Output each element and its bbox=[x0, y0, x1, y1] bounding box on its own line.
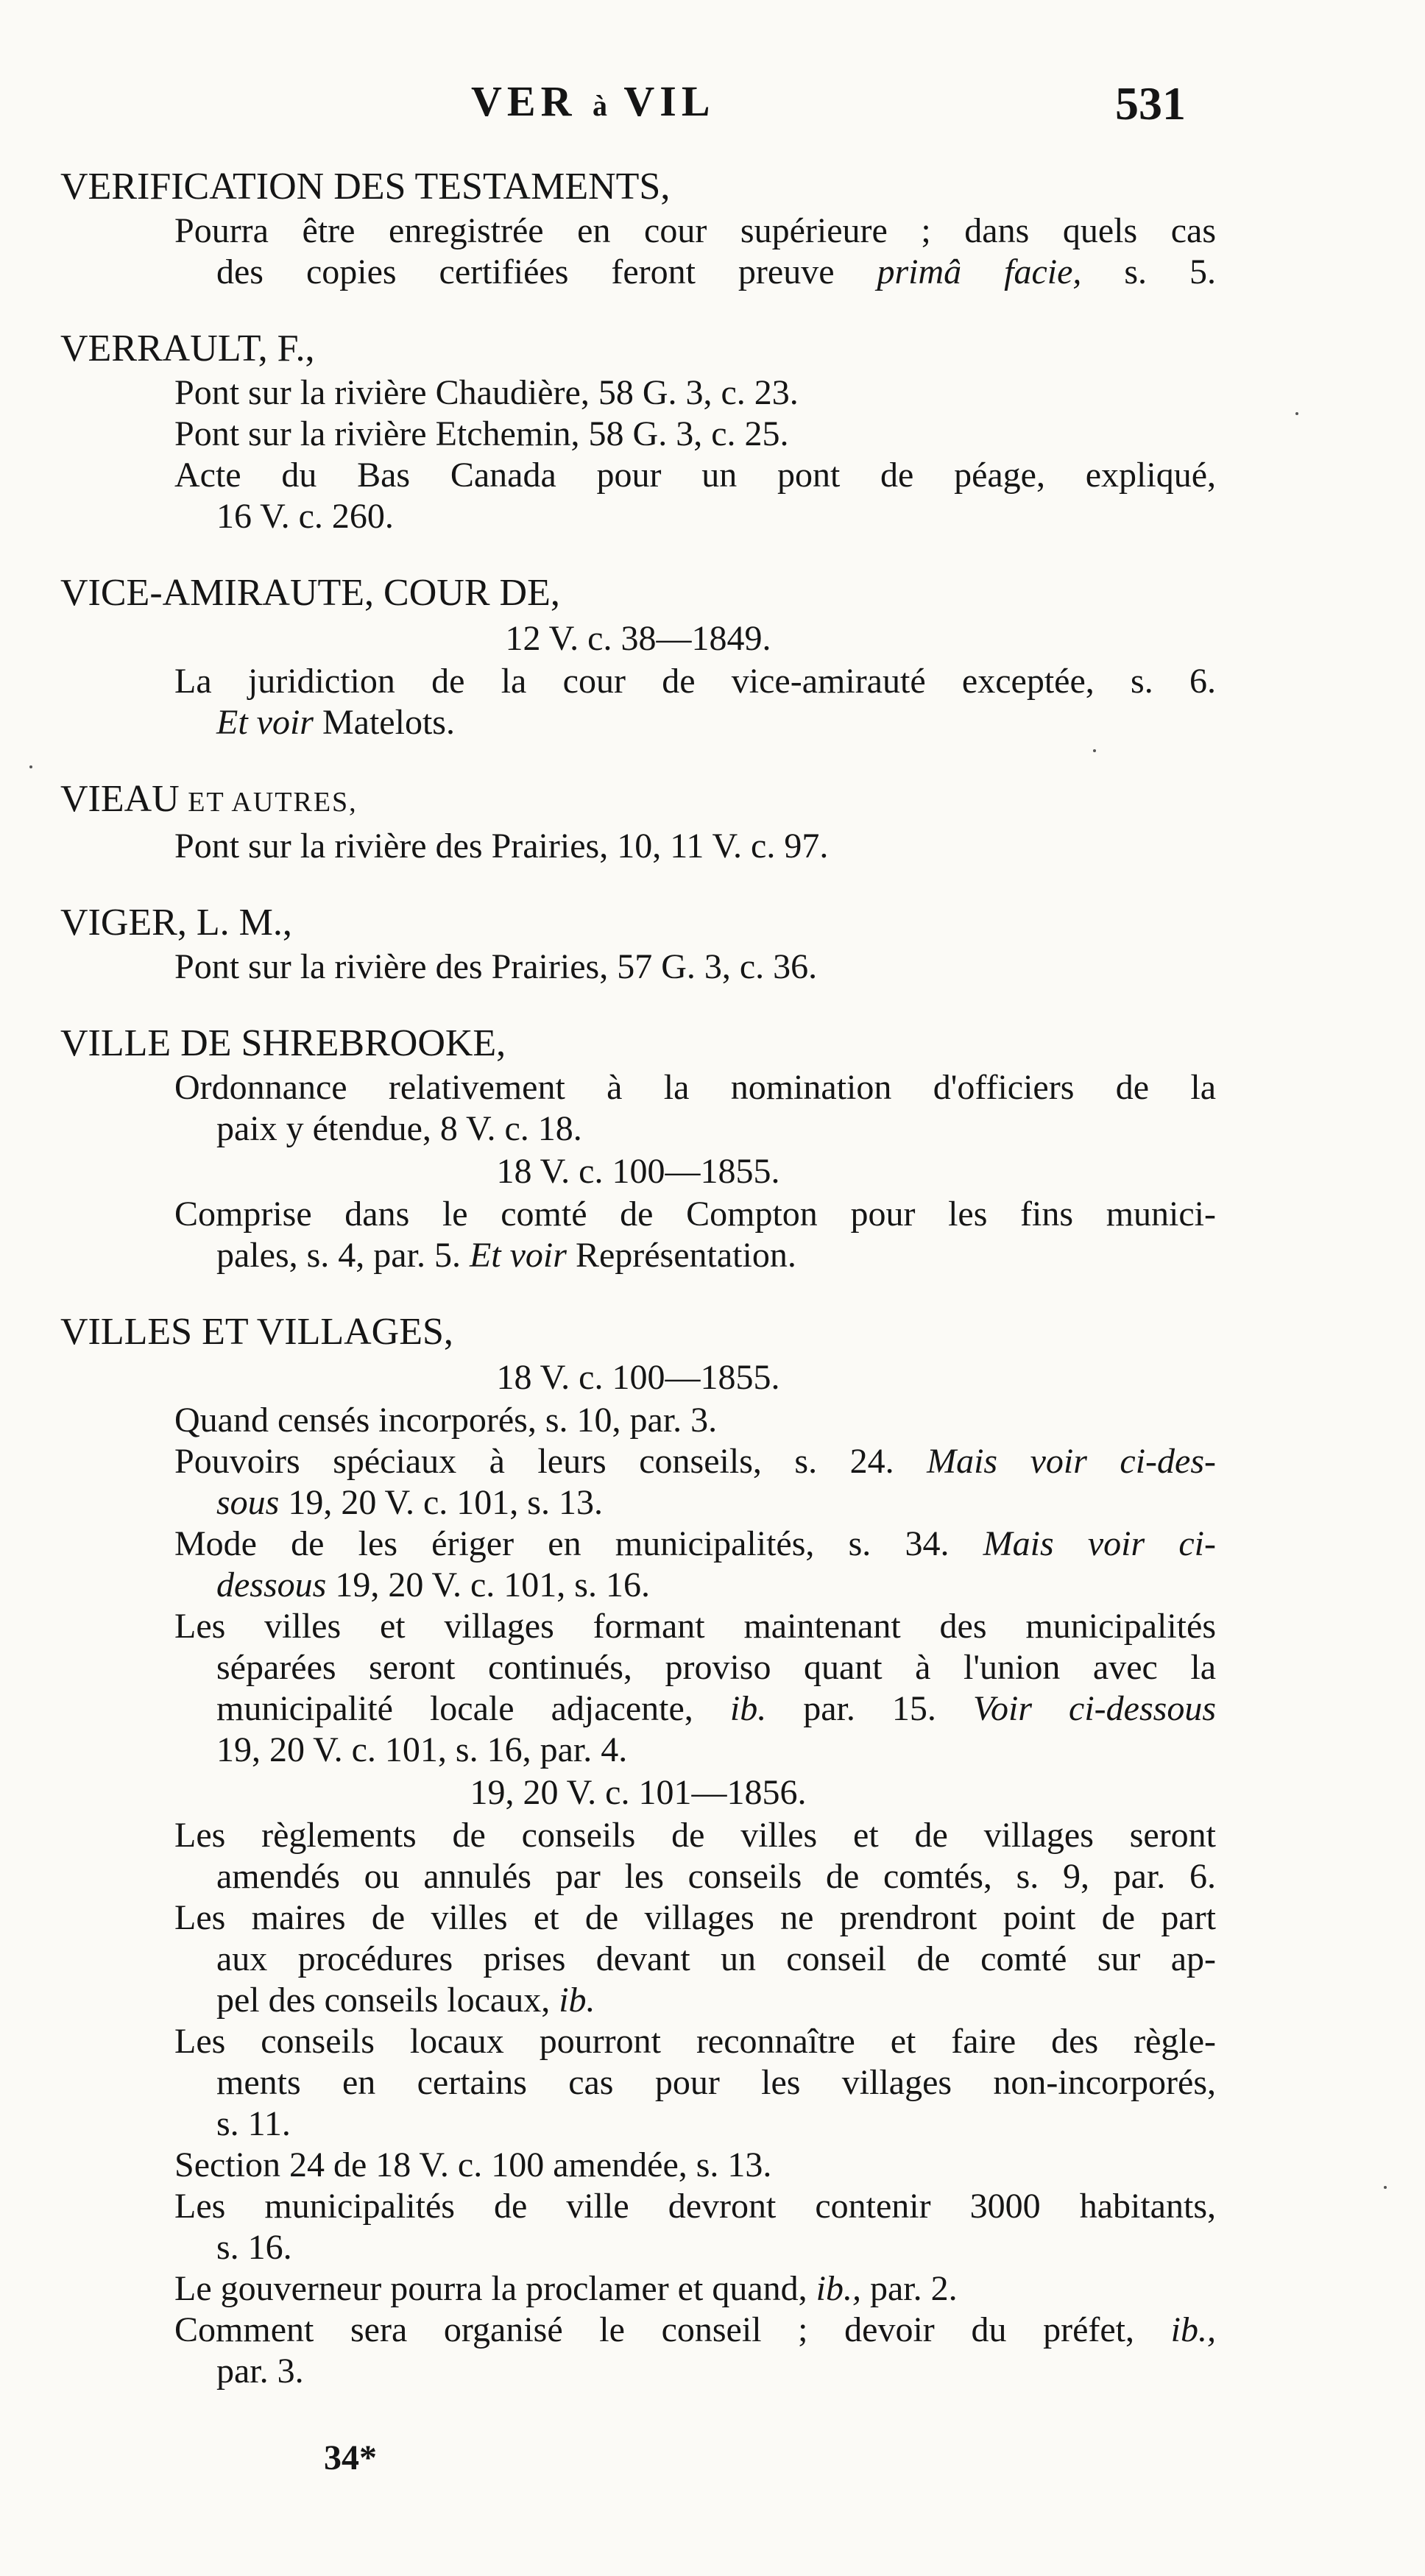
entry-line bbox=[60, 1108, 1216, 1150]
entry-line bbox=[60, 2103, 1216, 2145]
line-text: Ordonnance relativement à la nomination d'officiers de la bbox=[174, 1068, 1216, 1107]
line-text: Le gouverneur pourra la proclamer et quand, bbox=[174, 2269, 807, 2308]
line-text: ments en certains cas pour les villages non-incorporés, bbox=[216, 2063, 1216, 2102]
line-text: 16 V. c. 260. bbox=[216, 497, 394, 536]
print-speck bbox=[29, 765, 32, 768]
line-text: des copies certifiées feront preuve bbox=[216, 252, 835, 291]
index-entries bbox=[60, 163, 1216, 2392]
line-text: Section 24 de 18 V. c. 100 amendée, s. 13. bbox=[174, 2145, 772, 2184]
entry-line bbox=[60, 2145, 1216, 2186]
statute-reference: 12 V. c. 38—1849. bbox=[505, 619, 771, 658]
entry-title-text: VIEAU bbox=[60, 778, 180, 820]
line-text: municipalité locale adjacente, bbox=[216, 1689, 693, 1728]
line-text: Pont sur la rivière des Prairies, 57 G. 3, c. 36. bbox=[174, 947, 818, 986]
italic-text: ib. bbox=[729, 1689, 767, 1728]
line-text: 19, 20 V. c. 101, s. 16. bbox=[326, 1565, 650, 1604]
line-text: s. 5. bbox=[1081, 252, 1216, 291]
entry-line bbox=[60, 1815, 1216, 1856]
entry-title bbox=[60, 899, 1216, 946]
entry-line bbox=[60, 1482, 1216, 1524]
entry-line bbox=[60, 1194, 1216, 1235]
italic-text: Et voir bbox=[469, 1236, 567, 1275]
entry-title bbox=[60, 570, 1216, 617]
line-text: Représentation. bbox=[566, 1236, 796, 1275]
entry-line bbox=[60, 455, 1216, 496]
entry-line bbox=[60, 826, 1216, 867]
entry-line bbox=[60, 1565, 1216, 1606]
index-entry bbox=[60, 1020, 1216, 1276]
statute-reference: 18 V. c. 100—1855. bbox=[496, 1152, 780, 1191]
running-header bbox=[0, 77, 1425, 143]
entry-title-text: VICE-AMIRAUTE, COUR DE, bbox=[60, 572, 560, 614]
index-entry bbox=[60, 899, 1216, 988]
index-entry bbox=[60, 1309, 1216, 2392]
entry-line bbox=[60, 1067, 1216, 1108]
italic-text: ib. bbox=[559, 1981, 595, 2020]
entry-title bbox=[60, 1309, 1216, 1356]
line-text: par. 3. bbox=[216, 2352, 304, 2391]
italic-text: Mais voir ci-des- bbox=[927, 1442, 1217, 1481]
line-text: Pont sur la rivière des Prairies, 10, 11 V. c. 97. bbox=[174, 827, 829, 866]
entry-line bbox=[60, 702, 1216, 743]
entry-title bbox=[60, 163, 1216, 210]
print-speck bbox=[1384, 2186, 1387, 2189]
italic-text: ib., bbox=[816, 2269, 861, 2308]
line-text: par. 2. bbox=[860, 2269, 958, 2308]
line-text: s. 16. bbox=[216, 2228, 292, 2267]
line-text: Matelots. bbox=[313, 703, 455, 742]
line-text: Les maires de villes et de villages ne prendront point de part bbox=[174, 1898, 1216, 1937]
entry-title-smallcaps: ET AUTRES, bbox=[179, 787, 358, 818]
print-speck bbox=[1295, 412, 1298, 415]
line-text: amendés ou annulés par les conseils de comtés, s. 9, par. 6. bbox=[216, 1857, 1216, 1896]
entry-line bbox=[60, 1235, 1216, 1276]
entry-line bbox=[60, 1441, 1216, 1482]
entry-title bbox=[60, 1020, 1216, 1067]
entry-line bbox=[60, 414, 1216, 455]
index-entry bbox=[60, 776, 1216, 867]
entry-title-text: VILLES ET VILLAGES, bbox=[60, 1311, 453, 1353]
page-number: 531 bbox=[1115, 77, 1186, 130]
line-text: Quand censés incorporés, s. 10, par. 3. bbox=[174, 1401, 718, 1440]
statute-reference: 18 V. c. 100—1855. bbox=[496, 1358, 780, 1397]
statute-reference: 19, 20 V. c. 101—1856. bbox=[470, 1773, 807, 1812]
italic-text: sous bbox=[216, 1483, 280, 1522]
entry-title-text: VERRAULT, F., bbox=[60, 328, 315, 369]
entry-line bbox=[60, 2186, 1216, 2227]
line-text: 19, 20 V. c. 101, s. 16, par. 4. bbox=[216, 1730, 628, 1769]
line-text: pel des conseils locaux, bbox=[216, 1981, 551, 2020]
line-text: pales, s. 4, par. 5. bbox=[216, 1236, 461, 1275]
entry-line bbox=[60, 1939, 1216, 1980]
line-text: par. 15. bbox=[766, 1689, 936, 1728]
line-text: s. 11. bbox=[216, 2104, 291, 2143]
entry-title-text: VILLE DE SHREBROOKE, bbox=[60, 1022, 506, 1064]
entry-line bbox=[60, 252, 1216, 293]
entry-line bbox=[60, 1980, 1216, 2021]
entry-line bbox=[60, 1856, 1216, 1897]
line-text: 19, 20 V. c. 101, s. 13. bbox=[279, 1483, 603, 1522]
line-text: paix y étendue, 8 V. c. 18. bbox=[216, 1109, 582, 1148]
line-text: Acte du Bas Canada pour un pont de péage, expliqué, bbox=[174, 456, 1216, 495]
entry-title bbox=[60, 325, 1216, 372]
entry-line bbox=[60, 2310, 1216, 2351]
line-text: Les villes et villages formant maintenant des municipalités bbox=[174, 1607, 1216, 1646]
line-text: Pourra être enregistrée en cour supérieure ; dans quels cas bbox=[174, 211, 1216, 250]
line-text: Les municipalités de ville devront contenir 3000 habitants, bbox=[174, 2187, 1216, 2226]
entry-line bbox=[60, 2351, 1216, 2392]
line-text: Les conseils locaux pourront reconnaître et faire des règle- bbox=[174, 2022, 1216, 2061]
signature-mark: 34* bbox=[324, 2438, 377, 2477]
italic-text: Voir ci-dessous bbox=[972, 1689, 1217, 1728]
entry-line bbox=[60, 1647, 1216, 1688]
index-entry bbox=[60, 325, 1216, 537]
italic-text: Mais voir ci- bbox=[983, 1524, 1217, 1563]
entry-line bbox=[60, 2062, 1216, 2103]
line-text: Pouvoirs spéciaux à leurs conseils, s. 24. bbox=[174, 1442, 894, 1481]
entry-line bbox=[60, 1897, 1216, 1939]
line-text: Comprise dans le comté de Compton pour les fins munici- bbox=[174, 1195, 1216, 1234]
entry-line bbox=[60, 2227, 1216, 2268]
entry-title bbox=[60, 776, 1216, 826]
line-text: La juridiction de la cour de vice-amirauté exceptée, s. 6. bbox=[174, 662, 1216, 701]
line-text: Pont sur la rivière Etchemin, 58 G. 3, c. 25. bbox=[174, 414, 789, 453]
index-entry bbox=[60, 570, 1216, 743]
entry-line bbox=[60, 946, 1216, 988]
entry-line bbox=[60, 1606, 1216, 1647]
header-range: VER à VIL bbox=[471, 77, 715, 125]
italic-text: primâ facie, bbox=[877, 252, 1082, 291]
entry-line bbox=[60, 661, 1216, 702]
line-text: Pont sur la rivière Chaudière, 58 G. 3, c. 23. bbox=[174, 373, 799, 412]
italic-text: ib., bbox=[1170, 2310, 1217, 2349]
print-speck bbox=[1093, 749, 1096, 752]
entry-title-text: VIGER, L. M., bbox=[60, 902, 292, 944]
line-text: Mode de les ériger en municipalités, s. 34. bbox=[174, 1524, 950, 1563]
italic-text: Et voir bbox=[216, 703, 314, 742]
entry-line bbox=[60, 210, 1216, 252]
italic-text: dessous bbox=[216, 1565, 327, 1604]
line-text: séparées seront continués, proviso quant à l'union avec la bbox=[216, 1648, 1216, 1687]
entry-line bbox=[60, 2021, 1216, 2062]
entry-line bbox=[60, 1730, 1216, 1771]
entry-line bbox=[60, 496, 1216, 537]
entry-title-text: VERIFICATION DES TESTAMENTS, bbox=[60, 166, 671, 208]
line-text: Comment sera organisé le conseil ; devoir du préfet, bbox=[174, 2310, 1135, 2349]
index-entry bbox=[60, 163, 1216, 293]
entry-line bbox=[60, 372, 1216, 414]
entry-line bbox=[60, 1400, 1216, 1441]
entry-line bbox=[60, 1524, 1216, 1565]
line-text: Les règlements de conseils de villes et de villages seront bbox=[174, 1816, 1216, 1855]
entry-line bbox=[60, 2268, 1216, 2310]
entry-line bbox=[60, 1688, 1216, 1730]
line-text: aux procédures prises devant un conseil de comté sur ap- bbox=[216, 1939, 1216, 1978]
